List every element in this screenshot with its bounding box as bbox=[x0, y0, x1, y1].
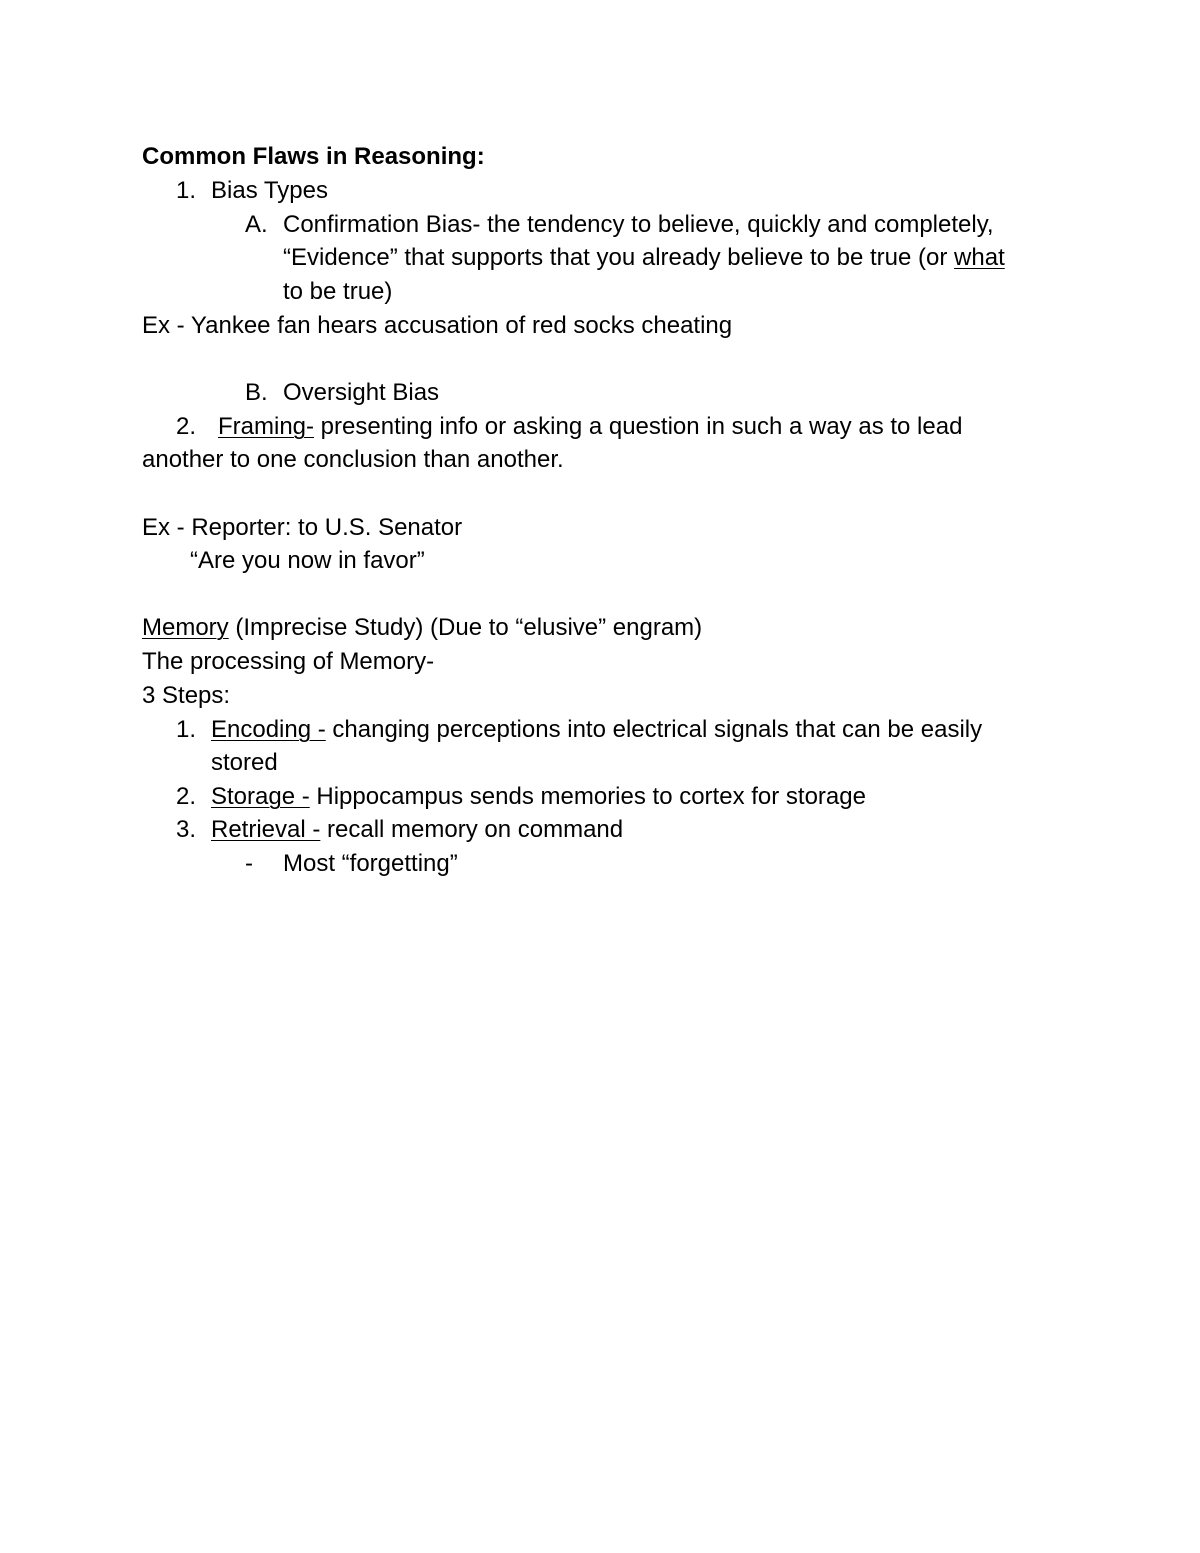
list-marker-2: 2. bbox=[176, 413, 197, 440]
framing-definition: presenting info or asking a question in such a way as to lead bbox=[314, 413, 963, 440]
underlined-word-what: what bbox=[954, 244, 1005, 271]
example-quote: “Are you now in favor” bbox=[190, 547, 425, 574]
confirmation-bias-line-3: to be true) bbox=[283, 278, 393, 305]
page-title: Common Flaws in Reasoning: bbox=[142, 143, 485, 170]
step-marker-3: 3. bbox=[176, 816, 197, 843]
step-retrieval bbox=[211, 816, 623, 844]
example-yankee: Ex - Yankee fan hears accusation of red socks cheating bbox=[142, 312, 733, 339]
framing-line-1 bbox=[218, 413, 962, 441]
framing-line-2: another to one conclusion than another. bbox=[142, 446, 564, 473]
retrieval-term: Retrieval - bbox=[211, 816, 321, 843]
step-storage bbox=[211, 783, 866, 811]
step-marker-2: 2. bbox=[176, 783, 197, 810]
encoding-term: Encoding - bbox=[211, 716, 326, 743]
confirmation-bias-line-2-text: “Evidence” that supports that you already believe to be true (or bbox=[283, 244, 955, 271]
confirmation-bias-line-2 bbox=[283, 244, 1005, 272]
memory-heading bbox=[142, 614, 702, 642]
list-item-oversight-bias: Oversight Bias bbox=[283, 379, 440, 406]
list-marker-a: A. bbox=[245, 211, 268, 238]
storage-term: Storage - bbox=[211, 783, 310, 810]
memory-processing: The processing of Memory- bbox=[142, 648, 435, 675]
step-marker-1: 1. bbox=[176, 716, 197, 743]
sub-bullet-dash: - bbox=[245, 850, 253, 877]
memory-description: (Imprecise Study) (Due to “elusive” engram) bbox=[228, 614, 703, 641]
encoding-continuation: stored bbox=[211, 749, 278, 776]
confirmation-bias-line-1: Confirmation Bias- the tendency to believe, quickly and completely, bbox=[283, 211, 994, 238]
list-item-bias-types: Bias Types bbox=[211, 177, 328, 204]
retrieval-definition: recall memory on command bbox=[320, 816, 624, 843]
memory-term: Memory bbox=[142, 614, 229, 641]
list-marker-b: B. bbox=[245, 379, 268, 406]
sub-bullet-forgetting: Most “forgetting” bbox=[283, 850, 458, 877]
storage-definition: Hippocampus sends memories to cortex for storage bbox=[309, 783, 866, 810]
framing-term: Framing- bbox=[218, 413, 315, 440]
step-encoding bbox=[211, 716, 982, 744]
example-reporter: Ex - Reporter: to U.S. Senator bbox=[142, 514, 463, 541]
list-marker-1: 1. bbox=[176, 177, 197, 204]
encoding-definition: changing perceptions into electrical signals that can be easily bbox=[325, 716, 983, 743]
memory-steps-label: 3 Steps: bbox=[142, 682, 231, 709]
